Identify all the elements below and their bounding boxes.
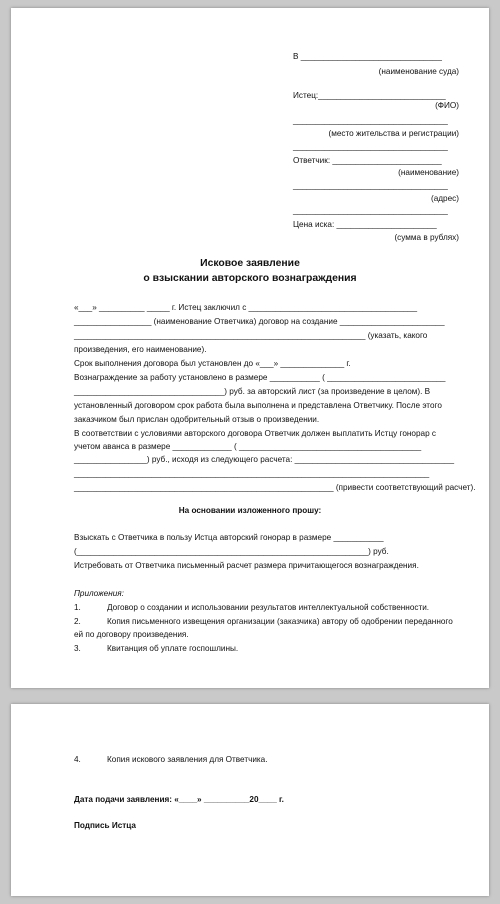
defendant-address-caption: (адрес) [431, 194, 459, 203]
attachment-text: Копия письменного извещения организации (заказчика) автору об одобрении переданного [107, 617, 453, 626]
body-line: _________________________________) руб. за авторский лист (за произведение в целом). В [74, 387, 431, 396]
body-line: заказчиком был прислан одобрительный отзыв о произведении. [74, 415, 320, 424]
body-line: Срок выполнения договора был установлен до «___» ______________ г. [74, 359, 351, 368]
attachment-number: 2. [74, 617, 81, 626]
attachment-text: Копия искового заявления для Ответчика. [107, 755, 268, 764]
body-line: «___» __________ _____ г. Истец заключил с _____________________________________ [74, 303, 418, 312]
body-line: ________________) руб., исходя из следующего расчета: ___________________________________ [74, 455, 455, 464]
body-line: ______________________________________________________________________________ [74, 469, 430, 478]
body-line: _________________ (наименование Ответчика) договор на создание _______________________ [74, 317, 445, 326]
body-line: произведения, его наименование). [74, 345, 207, 354]
document-subtitle: о взыскании авторского вознаграждения [143, 273, 357, 284]
attachment-number: 4. [74, 755, 81, 764]
plaintiff-extra-blank: __________________________________ [293, 142, 448, 151]
body-line: В соответствии с условиями авторского договора Ответчик должен выплатить Истцу гонорар с [74, 429, 436, 438]
defendant-line: Ответчик: ________________________ [293, 156, 442, 165]
attachment-text: Квитанция об уплате госпошлины. [107, 644, 239, 653]
court-line: В _______________________________ [293, 52, 442, 61]
defendant-extra-blank: __________________________________ [293, 206, 448, 215]
defendant-caption: (наименование) [398, 168, 459, 177]
court-caption: (наименование суда) [378, 67, 459, 76]
request-line: (________________________________________________________________) руб. [74, 547, 389, 556]
plaintiff-address-blank: __________________________________ [293, 116, 448, 125]
filing-date-line: Дата подачи заявления: «____» __________20____ г. [74, 795, 284, 804]
attachment-number: 1. [74, 603, 81, 612]
defendant-blank: __________________________________ [293, 181, 448, 190]
attachment-text-continued: ей по договору произведения. [74, 630, 189, 639]
request-line: Взыскать с Ответчика в пользу Истца авторский гонорар в размере ___________ [74, 533, 384, 542]
body-line: установленный договором срок работа была выполнена и представлена Ответчику. После этого [74, 401, 442, 410]
plaintiff-caption: (ФИО) [435, 101, 459, 110]
claim-price-caption: (сумма в рублях) [394, 233, 459, 242]
request-line: Истребовать от Ответчика письменный расчет размера причитающегося вознаграждения. [74, 561, 419, 570]
claim-price-line: Цена иска: ______________________ [293, 220, 437, 229]
body-line: _________________________________________________________ (привести соответствующий расчет). [74, 483, 476, 492]
body-line: учетом аванса в размере _____________ ( ________________________________________ [74, 442, 422, 451]
document-title: Исковое заявление [200, 258, 300, 269]
attachment-number: 3. [74, 644, 81, 653]
request-heading: На основании изложенного прошу: [178, 506, 322, 515]
document-page-2 [11, 704, 489, 896]
plaintiff-address-caption: (место жительства и регистрации) [328, 129, 459, 138]
signature-line: Подпись Истца [74, 821, 136, 830]
attachments-heading: Приложения: [74, 589, 124, 598]
document-page-1 [11, 8, 489, 688]
attachment-text: Договор о создании и использовании результатов интеллектуальной собственности. [107, 603, 430, 612]
body-line: Вознаграждение за работу установлено в размере ___________ ( __________________________ [74, 373, 446, 382]
plaintiff-line: Истец:____________________________ [293, 91, 446, 100]
body-line: ________________________________________________________________ (указать, какого [74, 331, 428, 340]
